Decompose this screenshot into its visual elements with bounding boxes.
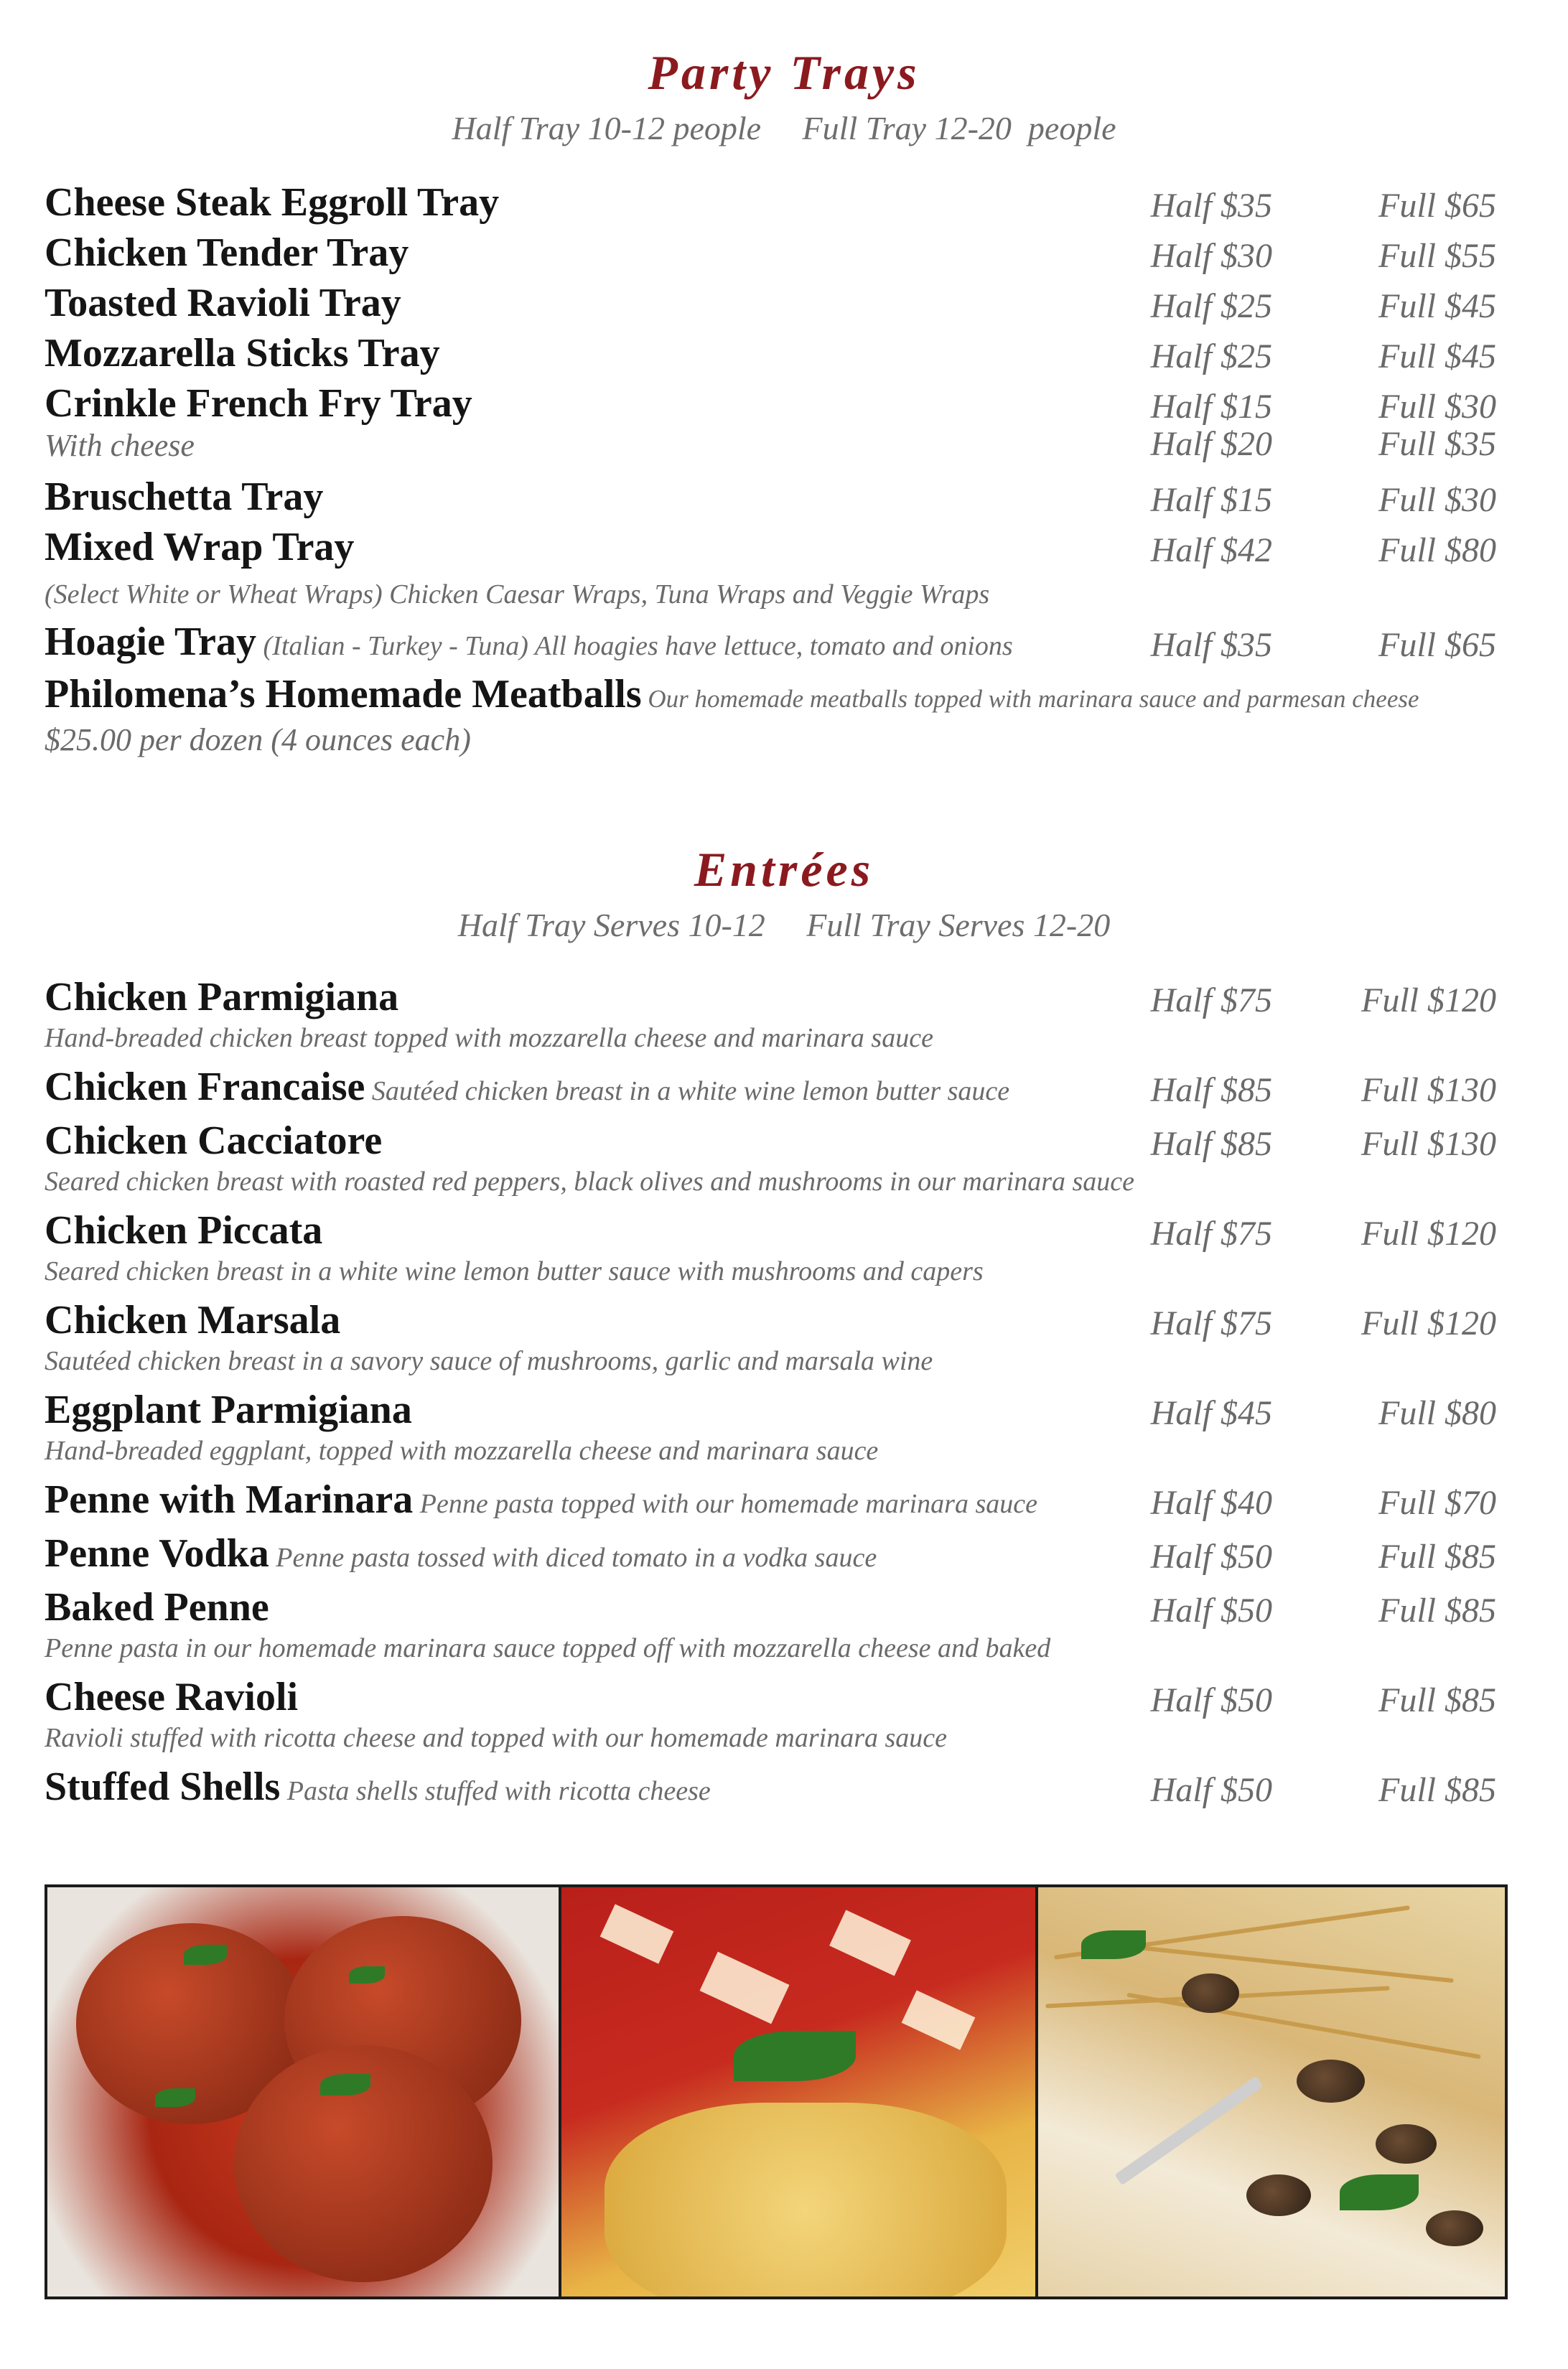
full-price: Full $130 (1361, 1071, 1496, 1109)
item-name: Baked Penne (45, 1585, 269, 1630)
option-name: With cheese (45, 428, 195, 463)
menu-item (45, 1531, 1496, 1581)
item-title: Hoagie Tray (45, 620, 257, 664)
full-price: Full $120 (1361, 1215, 1496, 1253)
menu-item (45, 179, 1496, 230)
menu-item (45, 1674, 1496, 1724)
full-price: Full $85 (1378, 1771, 1496, 1809)
half-price: Half $15 (1150, 481, 1272, 519)
half-price: Half $25 (1150, 337, 1272, 375)
meatballs-photo (47, 1887, 559, 2296)
full-price: Full $70 (1378, 1484, 1496, 1522)
half-price: Half $85 (1150, 1125, 1272, 1163)
item-name: Eggplant Parmigiana (45, 1388, 412, 1432)
full-price: Full $120 (1361, 1304, 1496, 1342)
full-price: Full $45 (1378, 287, 1496, 325)
full-price: Full $65 (1378, 187, 1496, 225)
party-trays-subtitle: Half Tray 10-12 people Full Tray 12-20 people (452, 110, 1116, 146)
menu-item (45, 1118, 1496, 1168)
item-name: Bruschetta Tray (45, 475, 324, 519)
item-description: Hand-breaded chicken breast topped with mozzarella cheese and marinara sauce (45, 1023, 933, 1053)
full-price: Full $65 (1378, 626, 1496, 664)
menu-item (45, 1207, 1496, 1258)
menu-item (45, 974, 1496, 1024)
item-inline-description: Sautéed chicken breast in a white wine lemon butter sauce (365, 1076, 1010, 1106)
item-name: Toasted Ravioli Tray (45, 281, 401, 325)
menu-item (45, 280, 1496, 330)
item-name: Mozzarella Sticks Tray (45, 331, 440, 375)
menu-item (45, 1297, 1496, 1347)
full-price: Full $80 (1378, 531, 1496, 569)
menu-item (45, 1064, 1496, 1114)
half-price: Half $35 (1150, 626, 1272, 664)
half-price: Half $45 (1150, 1394, 1272, 1432)
item-title: Chicken Francaise (45, 1065, 365, 1109)
item-name (45, 1064, 1009, 1110)
full-price: Full $35 (1378, 425, 1496, 463)
menu-item (45, 1477, 1496, 1527)
menu-item (45, 1764, 1496, 1814)
full-price: Full $80 (1378, 1394, 1496, 1432)
item-inline-description: Penne pasta tossed with diced tomato in a vodka sauce (269, 1543, 877, 1573)
item-inline-description: Penne pasta topped with our homemade marinara sauce (413, 1489, 1037, 1519)
half-price: Half $50 (1150, 1538, 1272, 1576)
menu-item (45, 1584, 1496, 1635)
menu-item (45, 230, 1496, 280)
half-price: Half $85 (1150, 1071, 1272, 1109)
menu-item (45, 380, 1496, 431)
half-price: Half $20 (1150, 425, 1272, 463)
item-title: Penne with Marinara (45, 1477, 414, 1522)
item-description: $25.00 per dozen (4 ounces each) (45, 722, 471, 757)
item-title: Stuffed Shells (45, 1765, 281, 1809)
item-name: Cheese Steak Eggroll Tray (45, 180, 500, 225)
item-inline-description: (Italian - Turkey - Tuna) All hoagies have lettuce, tomato and onions (256, 631, 1013, 661)
menu-item (45, 671, 1452, 721)
half-price: Half $35 (1150, 187, 1272, 225)
food-photo-strip (45, 1884, 1508, 2299)
menu-item-option (45, 425, 1496, 468)
full-price: Full $30 (1378, 388, 1496, 426)
half-price: Half $75 (1150, 981, 1272, 1019)
menu-item (45, 474, 1496, 524)
chicken-marsala-photo (1038, 1887, 1505, 2296)
item-name: Chicken Piccata (45, 1208, 323, 1253)
item-name: Chicken Parmigiana (45, 975, 399, 1019)
item-name: Chicken Tender Tray (45, 230, 409, 275)
full-price: Full $45 (1378, 337, 1496, 375)
item-description: Hand-breaded eggplant, topped with mozzarella cheese and marinara sauce (45, 1436, 879, 1466)
half-price: Half $50 (1150, 1592, 1272, 1630)
item-name: Cheese Ravioli (45, 1675, 299, 1719)
item-name (45, 1477, 1037, 1523)
item-description: Penne pasta in our homemade marinara sauce topped off with mozzarella cheese and baked (45, 1633, 1051, 1663)
item-name (45, 619, 1013, 665)
ravioli-photo (561, 1887, 1035, 2296)
full-price: Full $85 (1378, 1592, 1496, 1630)
item-inline-description: Our homemade meatballs topped with marinara sauce and parmesan cheese (641, 685, 1419, 713)
full-price: Full $120 (1361, 981, 1496, 1019)
item-inline-description: Pasta shells stuffed with ricotta cheese (280, 1776, 711, 1806)
item-name: Chicken Marsala (45, 1298, 341, 1342)
menu-item (45, 1387, 1496, 1437)
menu-item (45, 330, 1496, 380)
item-title: Penne Vodka (45, 1531, 269, 1576)
half-price: Half $30 (1150, 237, 1272, 275)
item-name (45, 1764, 711, 1810)
half-price: Half $50 (1150, 1771, 1272, 1809)
party-trays-title: Party Trays (648, 45, 920, 100)
half-price: Half $25 (1150, 287, 1272, 325)
entrees-subtitle: Half Tray Serves 10-12 Full Tray Serves 12-20 (457, 907, 1111, 943)
full-price: Full $55 (1378, 237, 1496, 275)
item-name (45, 1531, 877, 1576)
item-description: Sautéed chicken breast in a savory sauce of mushrooms, garlic and marsala wine (45, 1346, 933, 1376)
item-name: Chicken Cacciatore (45, 1118, 383, 1163)
half-price: Half $15 (1150, 388, 1272, 426)
half-price: Half $40 (1150, 1484, 1272, 1522)
full-price: Full $85 (1378, 1538, 1496, 1576)
item-description: Seared chicken breast with roasted red peppers, black olives and mushrooms in our marinara sauce (45, 1167, 1135, 1197)
half-price: Half $75 (1150, 1215, 1272, 1253)
menu-item (45, 524, 1496, 574)
full-price: Full $30 (1378, 481, 1496, 519)
full-price: Full $130 (1361, 1125, 1496, 1163)
half-price: Half $50 (1150, 1681, 1272, 1719)
entrees-title: Entrées (694, 842, 874, 897)
item-name: Mixed Wrap Tray (45, 525, 355, 569)
half-price: Half $42 (1150, 531, 1272, 569)
menu-item (45, 619, 1496, 669)
item-name: Crinkle French Fry Tray (45, 381, 472, 426)
item-description: Seared chicken breast in a white wine lemon butter sauce with mushrooms and capers (45, 1256, 984, 1286)
half-price: Half $75 (1150, 1304, 1272, 1342)
item-description: (Select White or Wheat Wraps) Chicken Caesar Wraps, Tuna Wraps and Veggie Wraps (45, 579, 990, 609)
item-title: Philomena’s Homemade Meatballs (45, 672, 642, 716)
item-name (45, 671, 1419, 717)
full-price: Full $85 (1378, 1681, 1496, 1719)
item-description: Ravioli stuffed with ricotta cheese and topped with our homemade marinara sauce (45, 1723, 948, 1753)
